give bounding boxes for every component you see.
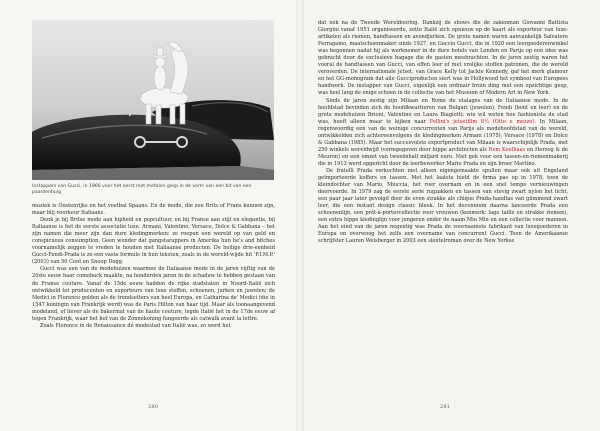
text-span: Sinds de jaren zestig zijn Milaan en Rome de etalages van de Italiaanse mode. In de hoofdstad bevinden zich de hoofdkwartieren van Bulgari (juwelen), Fendi (bont en leer) en de grote modehuizen Brioni, Valentino en Laura Biagiotti; wie wil weten hoe fashionista de stad was, hoeft alleen maar te kijken naar [318,97,568,125]
paragraph [318,98,568,168]
book-gutter [296,0,304,431]
right-body-text [318,20,568,246]
paragraph: Zoals Florence in de Renaissance dé modestad van Italië was, zo werd het [40,322,231,329]
right-page [300,0,600,431]
photo-caption: Instappers van Gucci, in 1966 voor het eerst met metalen gesp in de vorm van een bit van een paardenhuig [32,184,252,196]
loafer-image-icon [32,20,274,180]
text-span: en Herzog & de Meuron) en een omzet van tweeënhalf miljard euro. Niet gek voor een tassen-en-riemenmakerij die in 1913 werd opgericht door de leerbewerker Mario Prada en zijn broer Martino. [318,146,568,167]
page-number: 280 [148,404,159,410]
left-body-text [32,203,275,330]
architect-reference-link[interactable]: Rem Koolhaas [488,146,526,153]
film-reference-link[interactable]: Fellini's jetsetfilm 8½ (Otto e mezzo). [429,118,537,125]
paragraph: muziek is Oostenrijks en het voetbal Spaans. En de mode, die zou Brits of Frans kunnen zijn, maar blij voorkeur Italiaans. [32,203,275,217]
text-span: In Milaan, regenwoordig een van de weinige concurrenten van Parijs als modehoofdstad van de wereld, ontwikkelden zich achtereenvolgens de kledingmerken Armani (1975), Versace (1978) en Dolce & Gabbana (1985). Maar het succesvolste exportproduct van Milaan is waarschijnlijk Prada, met 250 winkels wereldwijd (vormgegeven door hippe architecten als [318,118,568,153]
paragraph: Denk je bij Britse mode aan hipheid en popcultuur, en bij Franse aan stijl en elegantie, bij Italiaanse is het de eerste associatie luxe. Armani, Valentino, Versace, Dolce & Gabbana – het zijn namen die meer zijn dan dure kledingmerken: ze roepen een wereld op van geld en conspicuous consumption. Geen wonder dat gangstarappers in Amerika hun he's and bitches voornamelijk zeggen te vreden te houden met Italiaanse producten. De heilige drie-eenheid Gucci-Fendi-Prada is zo een vaste formule in hun teksten, zoals in de wereld-wijde hit 'P.I.M.P.' (2003) van 50 Cent en Snoop Dogg. [32,217,275,266]
page-number: 281 [440,404,451,410]
paragraph: Gucci was een van de modehuizen waarmee de Italiaanse mode in de jaren vijftig van de 20ste eeuw haar comeback maakte, na honderden jaren in de schaduw te hebben gestaan van de Franse couture. Vanaf de 15de eeuw hadden de rijke stadstaten in Noord-Italië zich ontwikkeld tot producenten en exporteurs van luxe stoffen, schoenen, jurken en juwelen; de Medici in Florence golden als de trendsetters van heel Europa, en Catharina de' Medici (die in 1547 koningin van Frankrijk werd) was de Paris Hilton van haar tijd. Maar als toonaangevend modeland, of liever als de bakermat van de haute couture, legde Italië het in de 17de eeuw af tegen Frankrijk, waar het hof van de Zonnekoning fungeerde als catwalk avant la lettre. [32,266,275,322]
paragraph: dat ook na de Tweede Wereldoorlog. Dankzij de shows die de zakenman Giovanni Battista Giorgini vanaf 1951 organiseerde, zette Italië zich opnieuw op de kaart als exporteur van luxe-artikelen als riemen, handtassen en avondjurken. De grote namen waren aanvankelijk Salvatore Ferragamo, maatschoenmaker sinds 1927, en Guccio Gucci, die in 1920 een leergoederenwinkel was begonnen nadat hij als werknemer in de dure hotels van Londen en Parijs op een idee was gebracht door de exclusieve bagage die de gasten meebrachten. In de jaren zestig waren het vooral de handtassen van Gucci, van effen leer of met vrolijke stoffen patronen, die de wereld veroverden. De internationale jetset, van Grace Kelly tot Jackie Kennedy, gaf het merk glamour en het GG-monogram dat alle Gucciproducten siert was in Hollywood het symbool van Europees handwerk. De instapper van Gucci, eigenlijk een ordinair bruin ding met een opzichtige gesp, was heel lang de enige schoen in de collectie van het Museum of Modern Art in New York. [318,20,568,97]
paragraph: De fratelli Prada verkochten niet alleen eigengemaakte spullen maar ook uit Engeland geïmporteerde koffers en tassen. Met het laatste hield de firma pas op in 1978, toen de kleindochter van Mario, Miuccia, het roer overnam en in een snel tempo vernieuwingen doorvoerde. In 1979 zag de eerste serie rugzakken en tassen van stevig zwart nylon het licht, een paar jaar later gevolgd door de even strakke als chique Prada-handtas van glimmend zwart leer, die een instant design classic bleek. In het decennium daarna lanceerde Prada een schoenenlijn, een prêt-à-portercollectie voor vrouwen (kenmerk: lage taille en strakke riemen), een extra hippe kledinglijn voor jongeren onder de naam Miu Miu en een collectie voor mannen. Aan het eind van de jaren negentig was Prada de voornaamste fabrikant van luxegoederen in Europa en overwoog het zelfs een overname van concurrent Gucci. Toen de Amerikaanse schrijfster Lauren Weisberger in 2003 een sleutelroman over de New Yorkse [318,167,568,245]
gucci-loafer-photo [32,20,274,180]
